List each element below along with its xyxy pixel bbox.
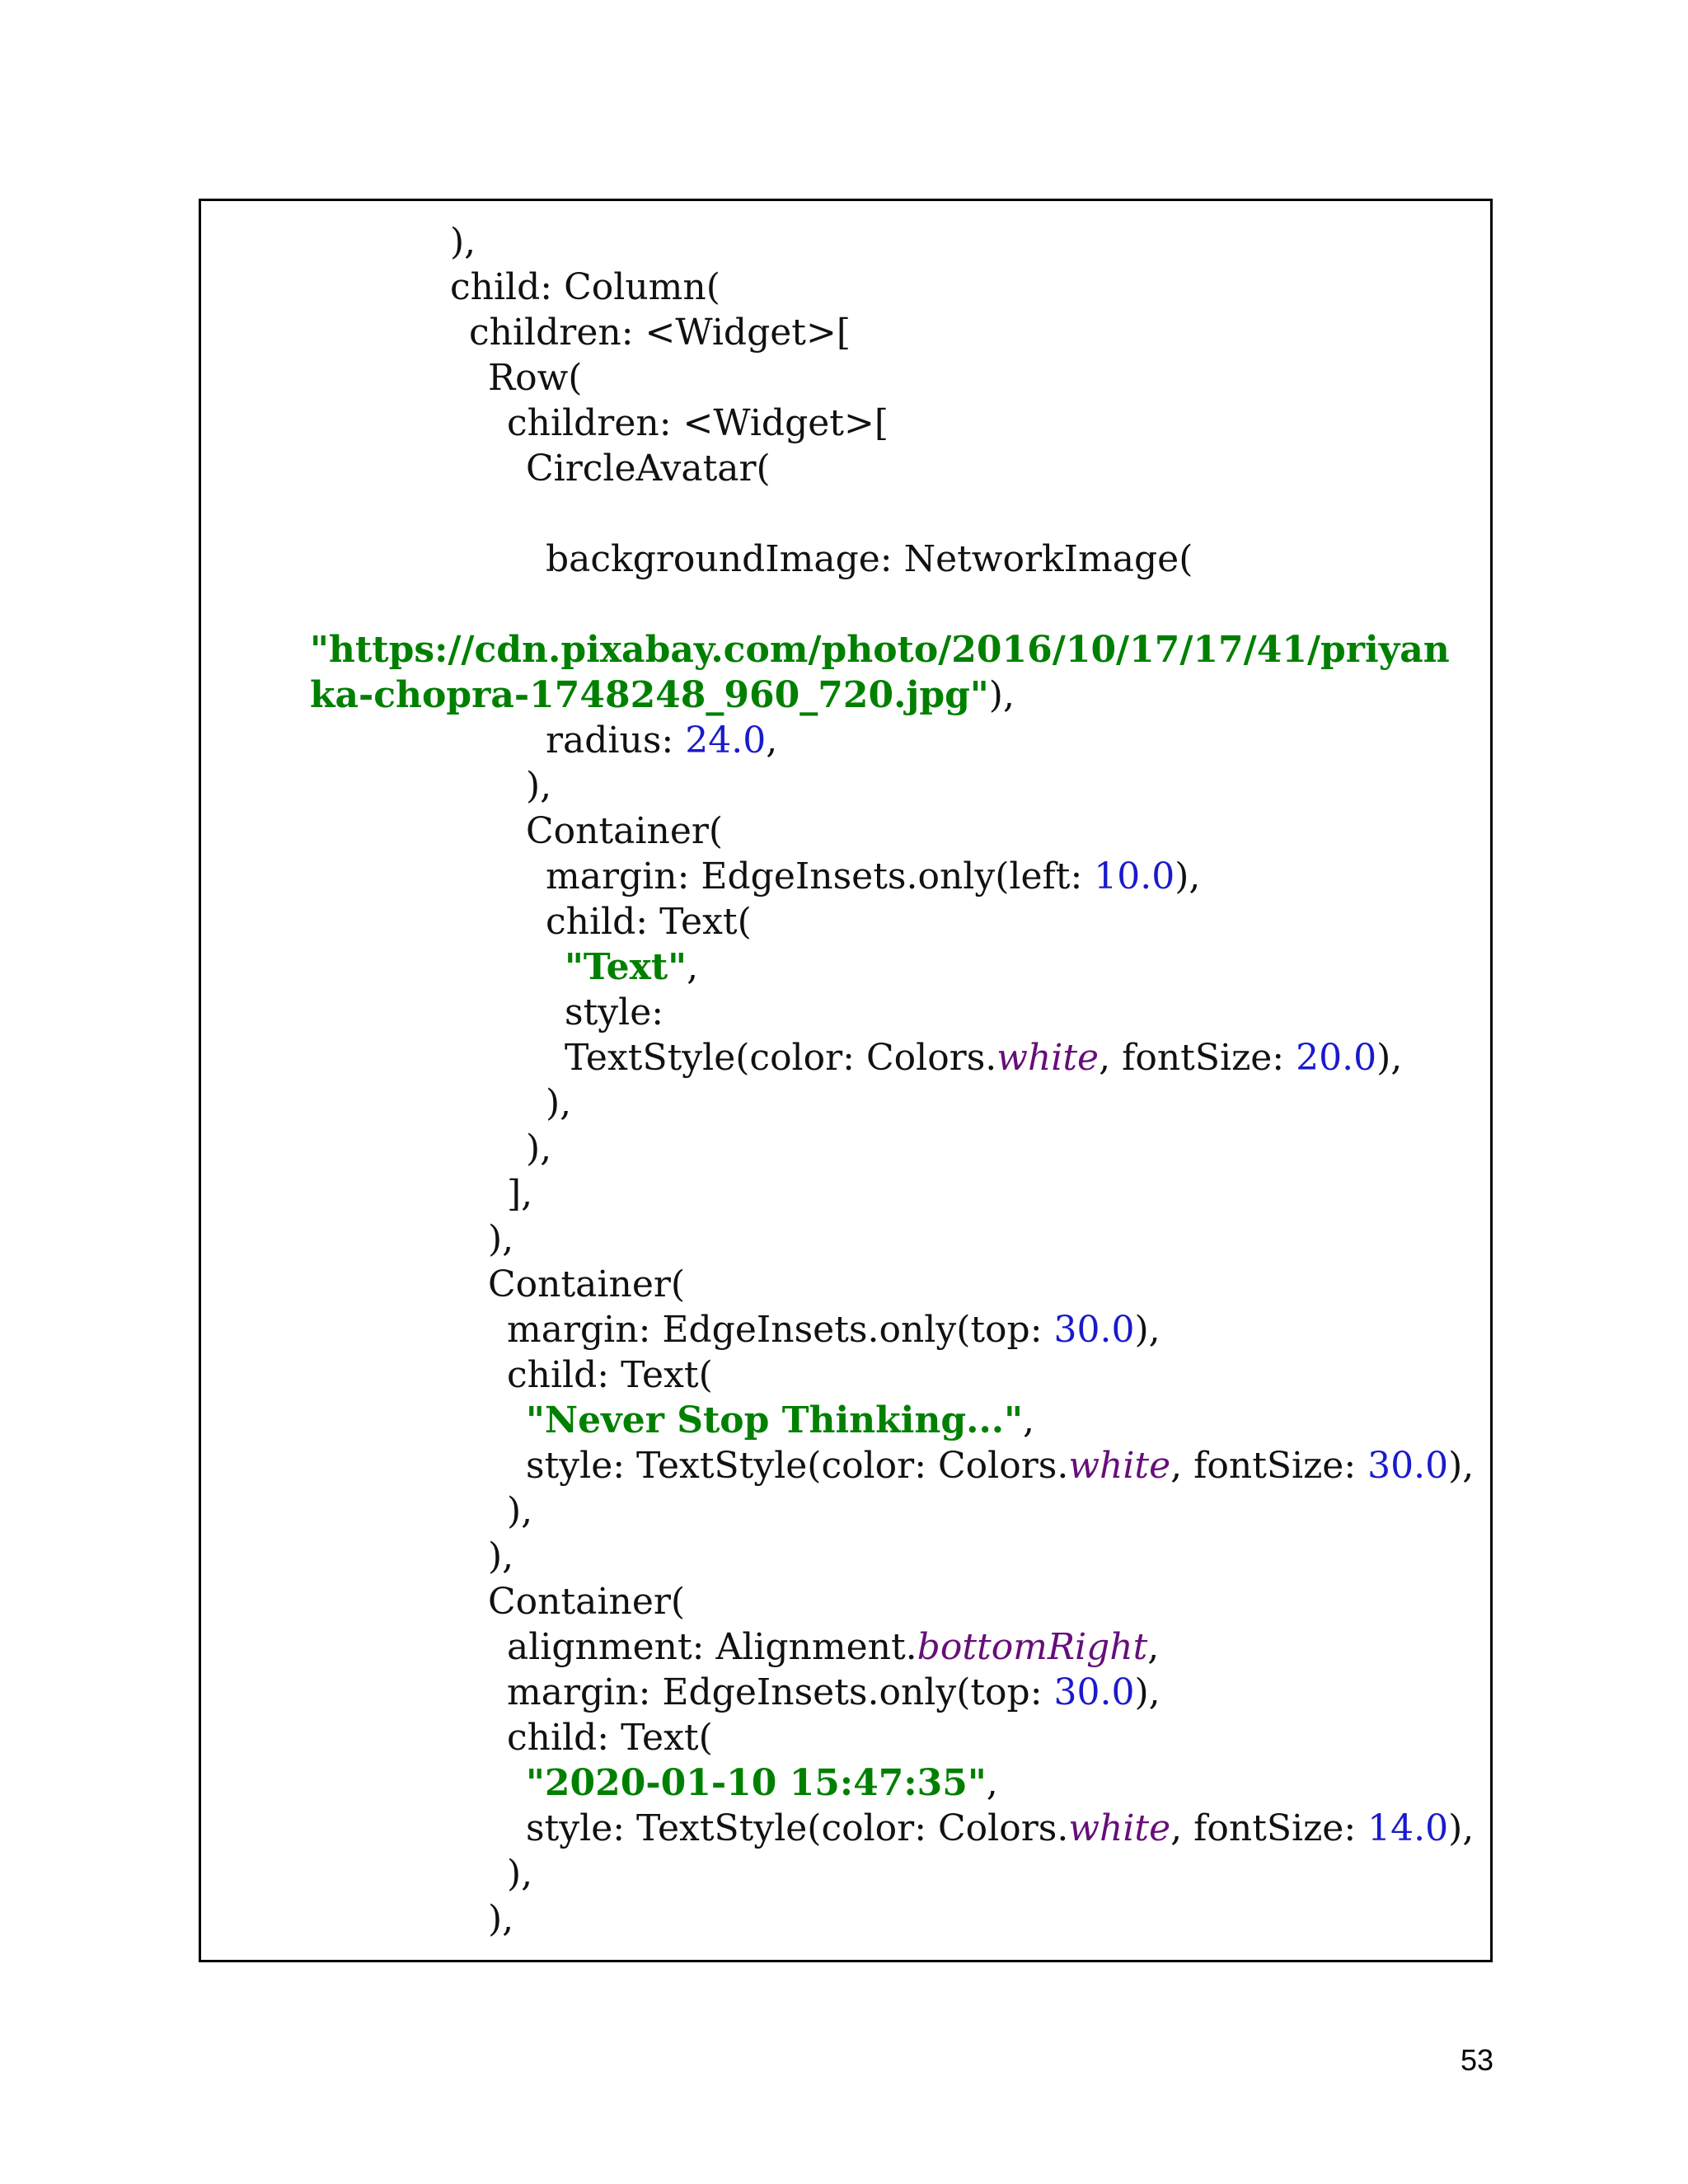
code-token: margin: EdgeInsets.only(top: bbox=[507, 1671, 1054, 1713]
code-line bbox=[507, 401, 889, 446]
code-token: ), bbox=[507, 1853, 533, 1895]
code-token: style: bbox=[565, 991, 664, 1033]
code-token: child: Text( bbox=[507, 1354, 713, 1396]
code-line bbox=[507, 1670, 1160, 1715]
code-line bbox=[507, 1352, 713, 1398]
code-token: white bbox=[1068, 1807, 1171, 1849]
code-token: , bbox=[986, 1762, 998, 1804]
code-line bbox=[565, 1035, 1402, 1080]
code-line bbox=[526, 1126, 551, 1171]
code-token: white bbox=[1068, 1445, 1171, 1487]
code-token: ), bbox=[1134, 1671, 1160, 1713]
code-token: 30.0 bbox=[1367, 1445, 1449, 1487]
code-line bbox=[507, 1307, 1160, 1352]
code-line bbox=[488, 355, 582, 401]
code-line bbox=[565, 990, 663, 1035]
code-line bbox=[507, 1171, 532, 1216]
code-token: ka-chopra-1748248_960_720.jpg" bbox=[310, 674, 989, 716]
code-line bbox=[546, 899, 752, 944]
code-token: 14.0 bbox=[1367, 1807, 1449, 1849]
code-line bbox=[469, 310, 851, 355]
code-token: , bbox=[1147, 1626, 1160, 1668]
code-token: Container( bbox=[488, 1581, 686, 1623]
code-token: radius: bbox=[546, 719, 686, 762]
code-token: ), bbox=[526, 1127, 552, 1169]
code-line bbox=[526, 763, 551, 808]
code-token: ), bbox=[1134, 1309, 1160, 1351]
code-token: ), bbox=[1448, 1807, 1475, 1849]
code-line bbox=[526, 446, 771, 491]
code-token: Row( bbox=[488, 357, 583, 399]
code-token: ), bbox=[1448, 1445, 1475, 1487]
code-line bbox=[507, 1488, 532, 1534]
code-line bbox=[488, 1896, 513, 1942]
code-token: ), bbox=[526, 765, 552, 807]
code-line bbox=[526, 1760, 998, 1806]
code-token: ), bbox=[450, 221, 476, 263]
code-line bbox=[546, 537, 1193, 582]
code-token: ), bbox=[488, 1218, 514, 1260]
code-token: child: Text( bbox=[546, 901, 752, 943]
code-token: , bbox=[766, 719, 778, 762]
code-token: child: Column( bbox=[450, 266, 720, 308]
code-token: ), bbox=[507, 1490, 533, 1532]
code-line bbox=[546, 718, 777, 763]
code-token: "Never Stop Thinking..." bbox=[526, 1399, 1024, 1441]
code-token: , fontSize: bbox=[1099, 1037, 1296, 1079]
code-line bbox=[526, 1806, 1474, 1851]
code-line bbox=[526, 1398, 1034, 1443]
code-token: margin: EdgeInsets.only(left: bbox=[546, 855, 1095, 898]
code-token: children: <Widget>[ bbox=[507, 402, 889, 444]
code-token: , bbox=[687, 946, 699, 988]
code-token: , bbox=[1023, 1399, 1035, 1441]
code-token: children: <Widget>[ bbox=[469, 312, 851, 354]
code-token: child: Text( bbox=[507, 1717, 713, 1759]
code-token: "https://cdn.pixabay.com/photo/2016/10/17/17/41/priyan bbox=[310, 629, 1450, 671]
code-line bbox=[488, 1216, 513, 1262]
page-number: 53 bbox=[1460, 2043, 1493, 2077]
code-token: alignment: Alignment. bbox=[507, 1626, 917, 1668]
code-line bbox=[507, 1624, 1159, 1670]
code-token: 30.0 bbox=[1053, 1671, 1135, 1713]
code-line bbox=[450, 265, 720, 310]
code-token: ), bbox=[988, 674, 1015, 716]
code-token: CircleAvatar( bbox=[526, 448, 771, 490]
code-listing-box bbox=[199, 199, 1493, 1962]
code-token: ), bbox=[1376, 1037, 1403, 1079]
code-token: bottomRight bbox=[917, 1626, 1148, 1668]
code-token: ), bbox=[488, 1898, 514, 1940]
code-token: 10.0 bbox=[1094, 855, 1175, 898]
code-line bbox=[488, 1579, 685, 1624]
code-token: "Text" bbox=[565, 946, 687, 988]
code-line bbox=[450, 219, 476, 265]
code-token: style: TextStyle(color: Colors. bbox=[526, 1445, 1069, 1487]
code-token: margin: EdgeInsets.only(top: bbox=[507, 1309, 1054, 1351]
code-token: Container( bbox=[526, 810, 724, 852]
code-line bbox=[310, 673, 1015, 718]
code-token: ], bbox=[507, 1173, 533, 1215]
code-line bbox=[310, 627, 1450, 673]
code-line bbox=[488, 1534, 513, 1579]
code-line bbox=[546, 854, 1200, 899]
code-token: style: TextStyle(color: Colors. bbox=[526, 1807, 1069, 1849]
code-token: 20.0 bbox=[1296, 1037, 1377, 1079]
code-token: ), bbox=[546, 1082, 572, 1124]
code-token: "2020-01-10 15:47:35" bbox=[526, 1762, 987, 1804]
code-token: Container( bbox=[488, 1263, 686, 1305]
code-token: ), bbox=[488, 1535, 514, 1577]
code-token: 30.0 bbox=[1053, 1309, 1135, 1351]
code-token: , fontSize: bbox=[1170, 1807, 1368, 1849]
code-line bbox=[488, 1262, 685, 1307]
code-line bbox=[507, 1851, 532, 1896]
code-token: white bbox=[996, 1037, 1100, 1079]
code-token: ), bbox=[1175, 855, 1201, 898]
code-line bbox=[546, 1080, 571, 1126]
code-line bbox=[507, 1715, 713, 1760]
code-token: 24.0 bbox=[685, 719, 767, 762]
code-token: , fontSize: bbox=[1170, 1445, 1368, 1487]
code-line bbox=[526, 1443, 1474, 1488]
code-line bbox=[526, 808, 723, 854]
code-token: TextStyle(color: Colors. bbox=[565, 1037, 997, 1079]
code-token: backgroundImage: NetworkImage( bbox=[546, 538, 1193, 580]
code-line bbox=[565, 944, 698, 990]
